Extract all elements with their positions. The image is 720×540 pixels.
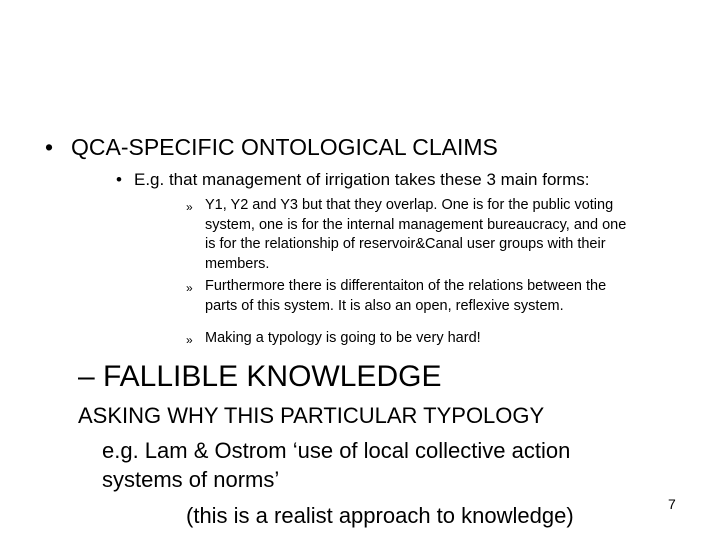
list-item-line: is for the relationship of reservoir&Canal user groups with their — [205, 236, 606, 252]
asking-line: systems of norms’ — [102, 467, 280, 492]
subheading-text: E.g. that management of irrigation takes these 3 main forms: — [134, 170, 590, 189]
list-item-line: Making a typology is going to be very hard! — [205, 330, 481, 346]
fallible-knowledge-text: FALLIBLE KNOWLEDGE — [103, 360, 442, 393]
list-item-line: system, one is for the internal management bureaucracy, and one — [205, 216, 627, 233]
bullet-icon: • — [116, 170, 122, 189]
page-number: 7 — [668, 496, 676, 512]
list-item-line: members. — [205, 255, 270, 272]
asking-line: e.g. Lam & Ostrom ‘use of local collective action — [102, 438, 571, 463]
list-marker-icon: » — [186, 200, 193, 214]
list-item-line: parts of this system. It is also an open, reflexive system. — [205, 297, 564, 314]
heading-text: QCA-SPECIFIC ONTOLOGICAL CLAIMS — [71, 134, 498, 160]
list-item-line: Y1, Y2 and Y3 but that they overlap. One is for the public voting — [205, 197, 614, 213]
list-marker-icon: » — [186, 281, 193, 295]
list-item-line: Furthermore there is differentaiton of the relations between the — [205, 278, 607, 294]
asking-line: (this is a realist approach to knowledge) — [186, 503, 574, 528]
bullet-icon: • — [45, 134, 54, 160]
asking-line: ASKING WHY THIS PARTICULAR TYPOLOGY — [78, 403, 545, 428]
list-marker-icon: » — [186, 333, 193, 347]
dash-icon: – — [78, 360, 95, 393]
